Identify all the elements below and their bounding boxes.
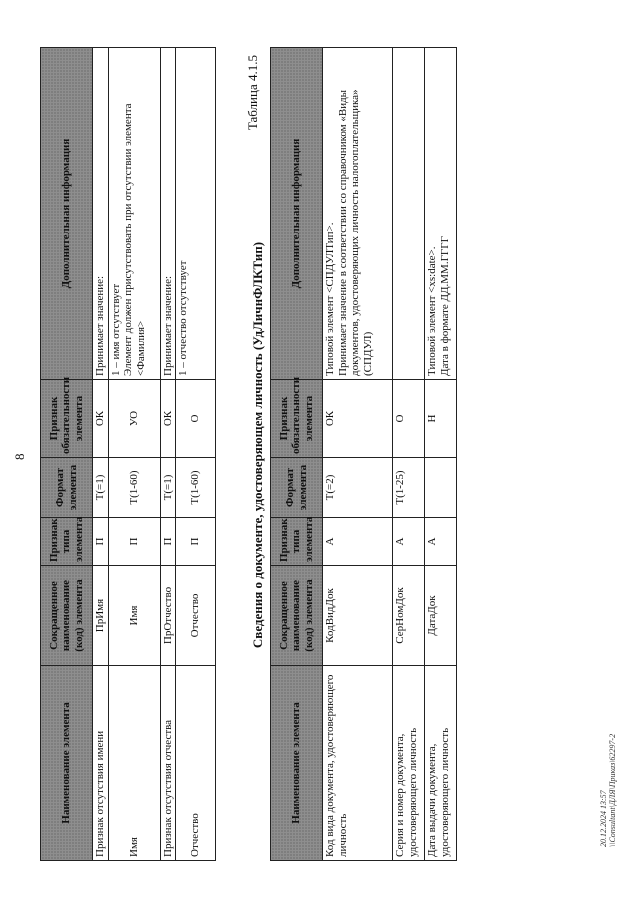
cell: 1 – имя отсутствует Элемент должен присутствовать при отсутствии элемента <Фамилия>: [108, 48, 160, 380]
cell: Имя: [108, 566, 160, 666]
cell: T(1-60): [108, 458, 160, 518]
cell: Принимает значение:: [93, 48, 109, 380]
table-row: [176, 48, 216, 861]
cell: Серия и номер документа, удостоверяющего личность: [393, 666, 425, 861]
table-row: [323, 48, 393, 861]
scan-stamp: [600, 734, 618, 847]
cell: Признак отсутствия отчества: [160, 666, 176, 861]
cell: Отчество: [176, 666, 216, 861]
cell: КодВидДок: [323, 566, 393, 666]
header-format: Формат элемента: [41, 458, 93, 518]
cell: Имя: [108, 666, 160, 861]
cell: П: [93, 518, 109, 566]
cell: А: [393, 518, 425, 566]
cell: ОК: [93, 380, 109, 458]
cell: ПрОтчество: [160, 566, 176, 666]
cell: ОК: [160, 380, 176, 458]
header-type: Признак типа элемента: [41, 518, 93, 566]
elements-table-2: [270, 47, 457, 861]
table-row: [93, 48, 109, 861]
header-short-name: Сокращенное наименование (код) элемента: [271, 566, 323, 666]
stamp-path: \\Consultant\ДЛЯ\Приказ\62297-2: [607, 733, 617, 847]
cell: О: [393, 380, 425, 458]
header-required: Признак обязательности элемента: [41, 380, 93, 458]
cell: Дата выдачи документа, удостоверяющего личность: [425, 666, 457, 861]
cell: T(1-25): [393, 458, 425, 518]
cell: А: [425, 518, 457, 566]
cell: Принимает значение:: [160, 48, 176, 380]
cell: ДатаДок: [425, 566, 457, 666]
cell: О: [176, 380, 216, 458]
cell: СерНомДок: [393, 566, 425, 666]
section-title: Сведения о документе, удостоверяющем личность (УдЛичнФЛКТип): [250, 241, 265, 649]
table-row: [393, 48, 425, 861]
elements-table-1: [40, 47, 216, 861]
header-element-name: Наименование элемента: [271, 666, 323, 861]
table-caption: Таблица 4.1.5: [245, 55, 260, 131]
page-number: 8: [12, 453, 27, 460]
cell: T(=2): [323, 458, 393, 518]
header-format: Формат элемента: [271, 458, 323, 518]
table-row: [425, 48, 457, 861]
cell: УО: [108, 380, 160, 458]
cell: Код вида документа, удостоверяющего личность: [323, 666, 393, 861]
cell: ПрИмя: [93, 566, 109, 666]
header-element-name: Наименование элемента: [41, 666, 93, 861]
cell: T(1-60): [176, 458, 216, 518]
header-type: Признак типа элемента: [271, 518, 323, 566]
cell: Признак отсутствия имени: [93, 666, 109, 861]
table-row: [160, 48, 176, 861]
cell: ОК: [323, 380, 393, 458]
cell: [425, 458, 457, 518]
cell: T(=1): [93, 458, 109, 518]
cell: П: [108, 518, 160, 566]
header-short-name: Сокращенное наименование (код) элемента: [41, 566, 93, 666]
header-info: Дополнительная информация: [41, 48, 93, 380]
cell: Типовой элемент <xs:date>. Дата в формате ДД.ММ.ГГГГ: [425, 48, 457, 380]
cell: Н: [425, 380, 457, 458]
cell: [393, 48, 425, 380]
table-row: [108, 48, 160, 861]
cell: Отчество: [176, 566, 216, 666]
cell: Типовой элемент <СПДУЛТип>. Принимает значение в соответствии со справочником «Виды документов, удостоверяющих личность налогоплательщика» (СПДУЛ): [323, 48, 393, 380]
cell: T(=1): [160, 458, 176, 518]
header-required: Признак обязательности элемента: [271, 380, 323, 458]
cell: А: [323, 518, 393, 566]
cell: П: [176, 518, 216, 566]
stamp-date: 20.12.2024 13:57: [599, 790, 608, 847]
cell: 1 – отчество отсутствует: [176, 48, 216, 380]
header-info: Дополнительная информация: [271, 48, 323, 380]
cell: П: [160, 518, 176, 566]
